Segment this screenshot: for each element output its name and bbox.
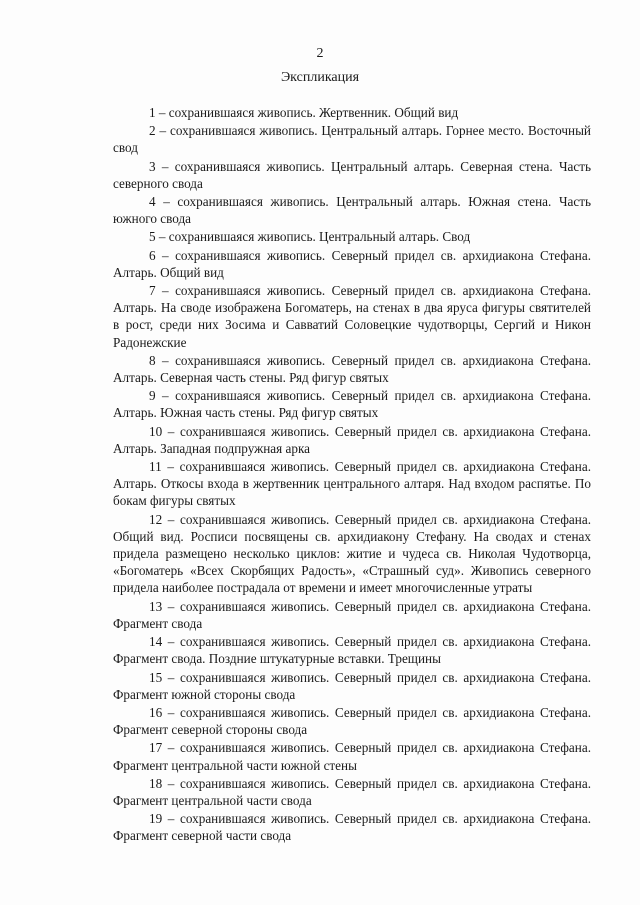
list-item: 4 – сохранившаяся живопись. Центральный алтарь. Южная стена. Часть южного свода bbox=[113, 194, 591, 227]
list-item: 8 – сохранившаяся живопись. Северный придел св. архидиакона Стефана. Алтарь. Северная часть стены. Ряд фигур святых bbox=[113, 352, 591, 386]
page-number: 2 bbox=[316, 46, 324, 61]
list-item: 17 – сохранившаяся живопись. Северный придел св. архидиакона Стефана. Фрагмент центральной части южной стены bbox=[113, 740, 591, 773]
list-item: 14 – сохранившаяся живопись. Северный придел св. архидиакона Стефана. Фрагмент свода. Поздние штукатурные вставки. Трещины bbox=[113, 634, 591, 667]
list-item: 13 – сохранившаяся живопись. Северный придел св. архидиакона Стефана. Фрагмент свода bbox=[113, 598, 591, 631]
list-item: 6 – сохранившаяся живопись. Северный придел св. архидиакона Стефана. Алтарь. Общий вид bbox=[113, 247, 591, 280]
page-title: Экспликация bbox=[280, 70, 360, 85]
list-item: 16 – сохранившаяся живопись. Северный придел св. архидиакона Стефана. Фрагмент северной стороны свода bbox=[113, 704, 591, 738]
list-item: 10 – сохранившаяся живопись. Северный придел св. архидиакона Стефана. Алтарь. Западная подпружная арка bbox=[113, 423, 591, 456]
explication-list bbox=[113, 104, 591, 846]
list-item: 3 – сохранившаяся живопись. Центральный алтарь. Северная стена. Часть северного свода bbox=[113, 158, 591, 191]
list-item: 19 – сохранившаяся живопись. Северный придел св. архидиакона Стефана. Фрагмент северной части свода bbox=[113, 811, 591, 844]
list-item: 11 – сохранившаяся живопись. Северный придел св. архидиакона Стефана. Алтарь. Откосы входа в жертвенник центрального алтаря. Над входом распятье. По бокам фигуры святых bbox=[113, 459, 591, 509]
list-item: 18 – сохранившаяся живопись. Северный придел св. архидиакона Стефана. Фрагмент центральной части свода bbox=[113, 775, 591, 808]
list-item: 7 – сохранившаяся живопись. Северный придел св. архидиакона Стефана. Алтарь. На своде изображена Богоматерь, на стенах в два яруса фигуры святителей в рост, среди них Зосима и Савватий Соловецкие чудотворцы, Сергий и Никон Радонежские bbox=[113, 283, 591, 350]
list-item: 12 – сохранившаяся живопись. Северный придел св. архидиакона Стефана. Общий вид. Росписи посвящены св. архидиакону Стефану. На сводах и стенах придела размещено несколько циклов: житие и чудеса св. Николая Чудотворца, «Богоматерь «Всех Скорбящих Радость», «Страшный суд». Живопись северного придела наиболее пострадала от времени и имеет многочисленные утраты bbox=[113, 511, 591, 596]
list-item: 2 – сохранившаяся живопись. Центральный алтарь. Горнее место. Восточный свод bbox=[113, 123, 591, 156]
list-item: 1 – сохранившаяся живопись. Жертвенник. Общий вид bbox=[149, 105, 459, 120]
list-item: 9 – сохранившаяся живопись. Северный придел св. архидиакона Стефана. Алтарь. Южная часть стены. Ряд фигур святых bbox=[113, 388, 591, 421]
list-item: 5 – сохранившаяся живопись. Центральный алтарь. Свод bbox=[149, 229, 471, 245]
list-item: 15 – сохранившаяся живопись. Северный придел св. архидиакона Стефана. Фрагмент южной стороны свода bbox=[113, 669, 591, 702]
